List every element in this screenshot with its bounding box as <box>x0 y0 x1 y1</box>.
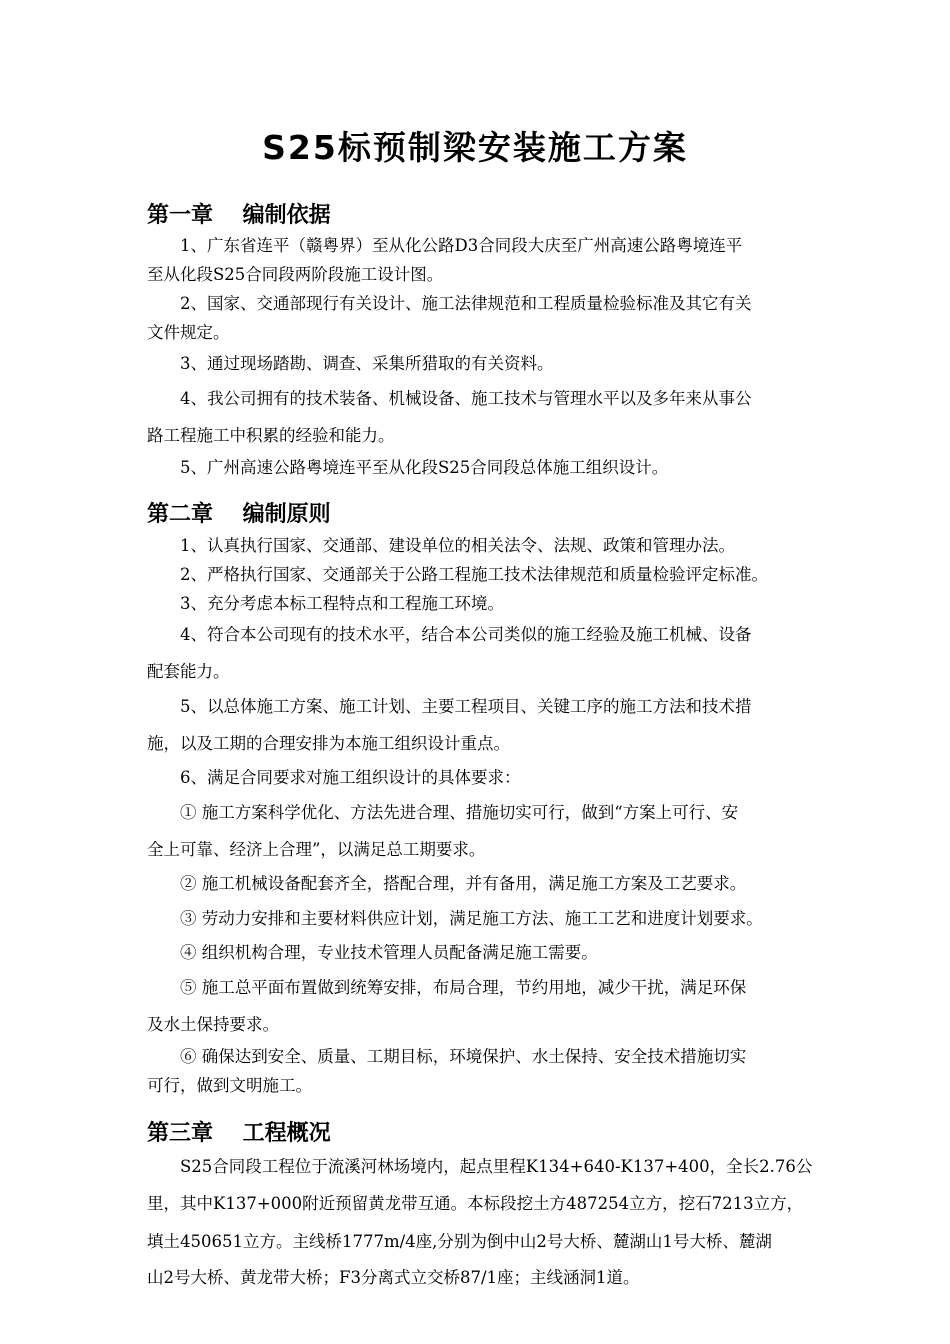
paragraph-line: S25合同段工程位于流溪河林场境内，起点里程K134+640-K137+400，全长2.76公 <box>180 1157 813 1176</box>
paragraph-line: 填土450651立方。主线桥1777m/4座,分别为倒中山2号大桥、麓湖山1号大桥、麓湖 <box>147 1232 772 1251</box>
chapter-3-heading: 第三章 工程概况 <box>147 1121 331 1146</box>
paragraph-line: 可行，做到文明施工。 <box>147 1076 312 1095</box>
paragraph-line: 5、广州高速公路粤境连平至从化段S25合同段总体施工组织设计。 <box>180 458 669 477</box>
chapter-1-heading: 第一章 编制依据 <box>147 203 331 228</box>
paragraph-line: ③ 劳动力安排和主要材料供应计划，满足施工方法、施工工艺和进度计划要求。 <box>180 909 763 928</box>
paragraph-line: 山2号大桥、黄龙带大桥；F3分离式立交桥87/1座；主线涵洞1道。 <box>147 1268 640 1287</box>
paragraph-line: ② 施工机械设备配套齐全，搭配合理，并有备用，满足施工方案及工艺要求。 <box>180 874 747 893</box>
document-title: S25标预制梁安装施工方案 <box>262 128 688 167</box>
paragraph-line: 4、我公司拥有的技术装备、机械设备、施工技术与管理水平以及多年来从事公 <box>180 389 752 408</box>
paragraph-line: ① 施工方案科学优化、方法先进合理、措施切实可行，做到“方案上可行、安 <box>180 803 739 822</box>
paragraph-line: 5、以总体施工方案、施工计划、主要工程项目、关键工序的施工方法和技术措 <box>180 697 752 716</box>
paragraph-line: 文件规定。 <box>147 323 230 342</box>
paragraph-line: 2、严格执行国家、交通部关于公路工程施工技术法律规范和质量检验评定标准。 <box>180 565 768 584</box>
paragraph-line: 施，以及工期的合理安排为本施工组织设计重点。 <box>147 734 510 753</box>
paragraph-line: 配套能力。 <box>147 662 230 681</box>
paragraph-line: 全上可靠、经济上合理”，以满足总工期要求。 <box>147 840 486 859</box>
paragraph-line: 3、充分考虑本标工程特点和工程施工环境。 <box>180 594 504 613</box>
paragraph-line: ⑥ 确保达到安全、质量、工期目标，环境保护、水土保持、安全技术措施切实 <box>180 1047 747 1066</box>
chapter-2-heading: 第二章 编制原则 <box>147 502 331 527</box>
paragraph-line: ④ 组织机构合理，专业技术管理人员配备满足施工需要。 <box>180 943 598 962</box>
paragraph-line: 1、广东省连平（赣粤界）至从化公路D3合同段大庆至广州高速公路粤境连平 <box>180 236 743 255</box>
paragraph-line: 6、满足合同要求对施工组织设计的具体要求： <box>180 768 521 787</box>
paragraph-line: ⑤ 施工总平面布置做到统筹安排，布局合理，节约用地，减少干扰，满足环保 <box>180 978 747 997</box>
paragraph-line: 及水土保持要求。 <box>147 1015 279 1034</box>
paragraph-line: 4、符合本公司现有的技术水平，结合本公司类似的施工经验及施工机械、设备 <box>180 625 752 644</box>
paragraph-line: 路工程施工中积累的经验和能力。 <box>147 426 395 445</box>
paragraph-line: 至从化段S25合同段两阶段施工设计图。 <box>147 265 444 284</box>
paragraph-line: 里，其中K137+000附近预留黄龙带互通。本标段挖土方487254立方，挖石7213立方， <box>147 1194 804 1213</box>
paragraph-line: 3、通过现场踏勘、调查、采集所猎取的有关资料。 <box>180 354 554 373</box>
paragraph-line: 1、认真执行国家、交通部、建设单位的相关法令、法规、政策和管理办法。 <box>180 536 735 555</box>
paragraph-line: 2、国家、交通部现行有关设计、施工法律规范和工程质量检验标准及其它有关 <box>180 294 752 313</box>
